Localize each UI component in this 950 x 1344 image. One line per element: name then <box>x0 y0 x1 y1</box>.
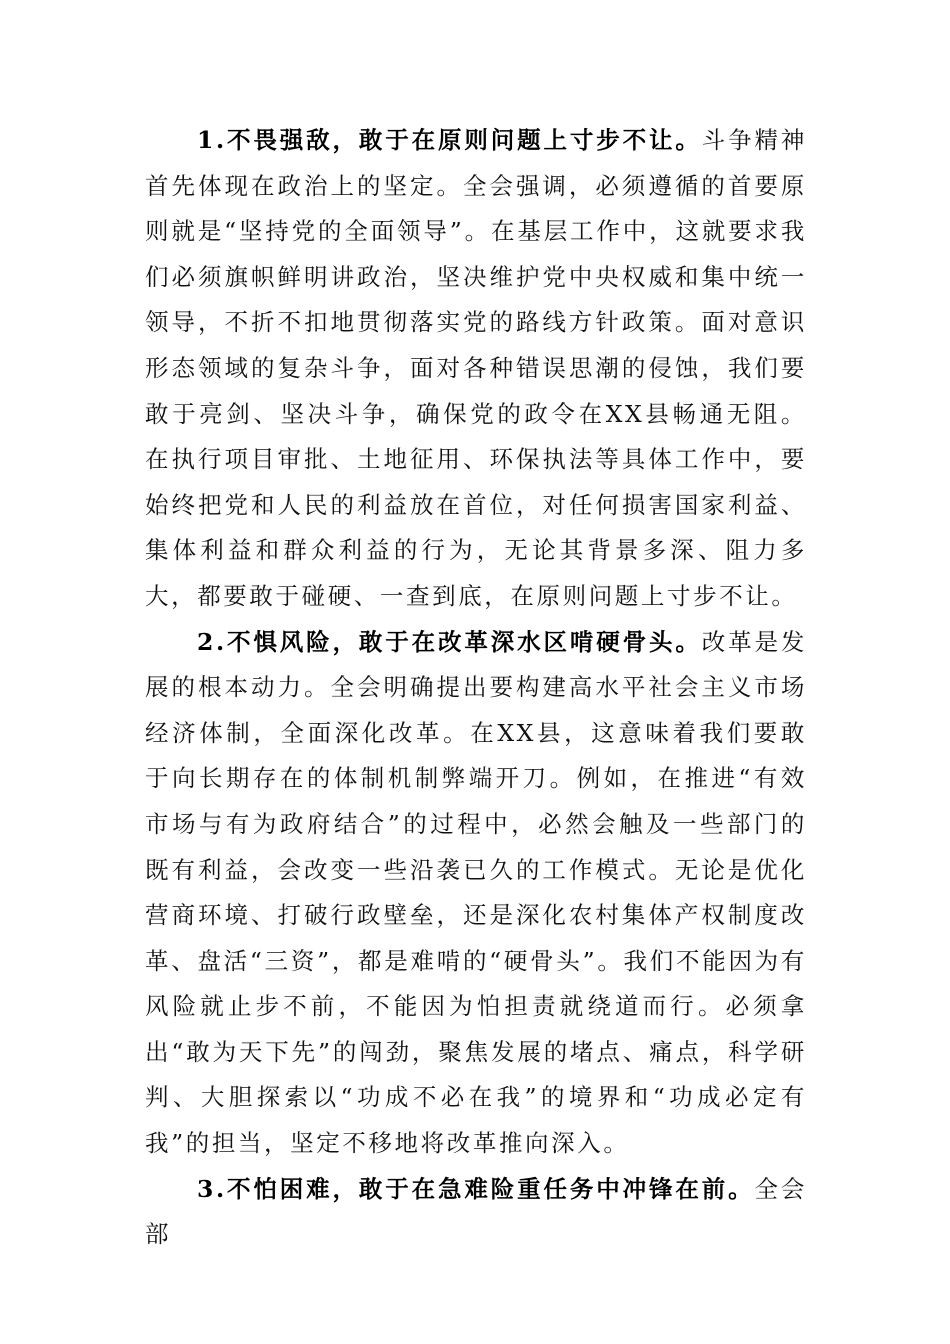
document-body <box>145 118 807 1258</box>
paragraph-2 <box>145 620 807 1167</box>
paragraph-1 <box>145 118 807 620</box>
paragraph-3-text: 全会部 <box>145 1174 808 1249</box>
paragraph-1-heading: 1.不畏强敌，敢于在原则问题上寸步不让。 <box>197 126 702 154</box>
paragraph-3 <box>145 1167 807 1258</box>
paragraph-2-text: 改革是发展的根本动力。全会明确提出要构建高水平社会主义市场经济体制，全面深化改革。在XX县，这意味着我们要敢于向长期存在的体制机制弊端开刀。例如，在推进“有效市场与有为政府结合”的过程中，必然会触及一些部门的既有利益，会改变一些沿袭已久的工作模式。无论是优化营商环境、打破行政壁垒，还是深化农村集体产权制度改革、盘活“三资”，都是难啃的“硬骨头”。我们不能因为有风险就止步不前，不能因为怕担责就绕道而行。必须拿出“敢为天下先”的闯劲，聚焦发展的堵点、痛点，科学研判、大胆探索以“功成不必在我”的境界和“功成必定有我”的担当，坚定不移地将改革推向深入。 <box>145 627 807 1158</box>
paragraph-1-text: 斗争精神首先体现在政治上的坚定。全会强调，必须遵循的首要原则就是“坚持党的全面领导”。在基层工作中，这就要求我们必须旗帜鲜明讲政治，坚决维护党中央权威和集中统一领导，不折不扣地贯彻落实党的路线方针政策。面对意识形态领域的复杂斗争，面对各种错误思潮的侵蚀，我们要敢于亮剑、坚决斗争，确保党的政令在XX县畅通无阻。在执行项目审批、土地征用、环保执法等具体工作中，要始终把党和人民的利益放在首位，对任何损害国家利益、集体利益和群众利益的行为，无论其背景多深、阻力多大，都要敢于碰硬、一查到底，在原则问题上寸步不让。 <box>145 126 807 610</box>
paragraph-2-heading: 2.不惧风险，敢于在改革深水区啃硬骨头。 <box>197 627 702 656</box>
paragraph-3-heading: 3.不怕困难，敢于在急难险重任务中冲锋在前。 <box>197 1174 755 1203</box>
